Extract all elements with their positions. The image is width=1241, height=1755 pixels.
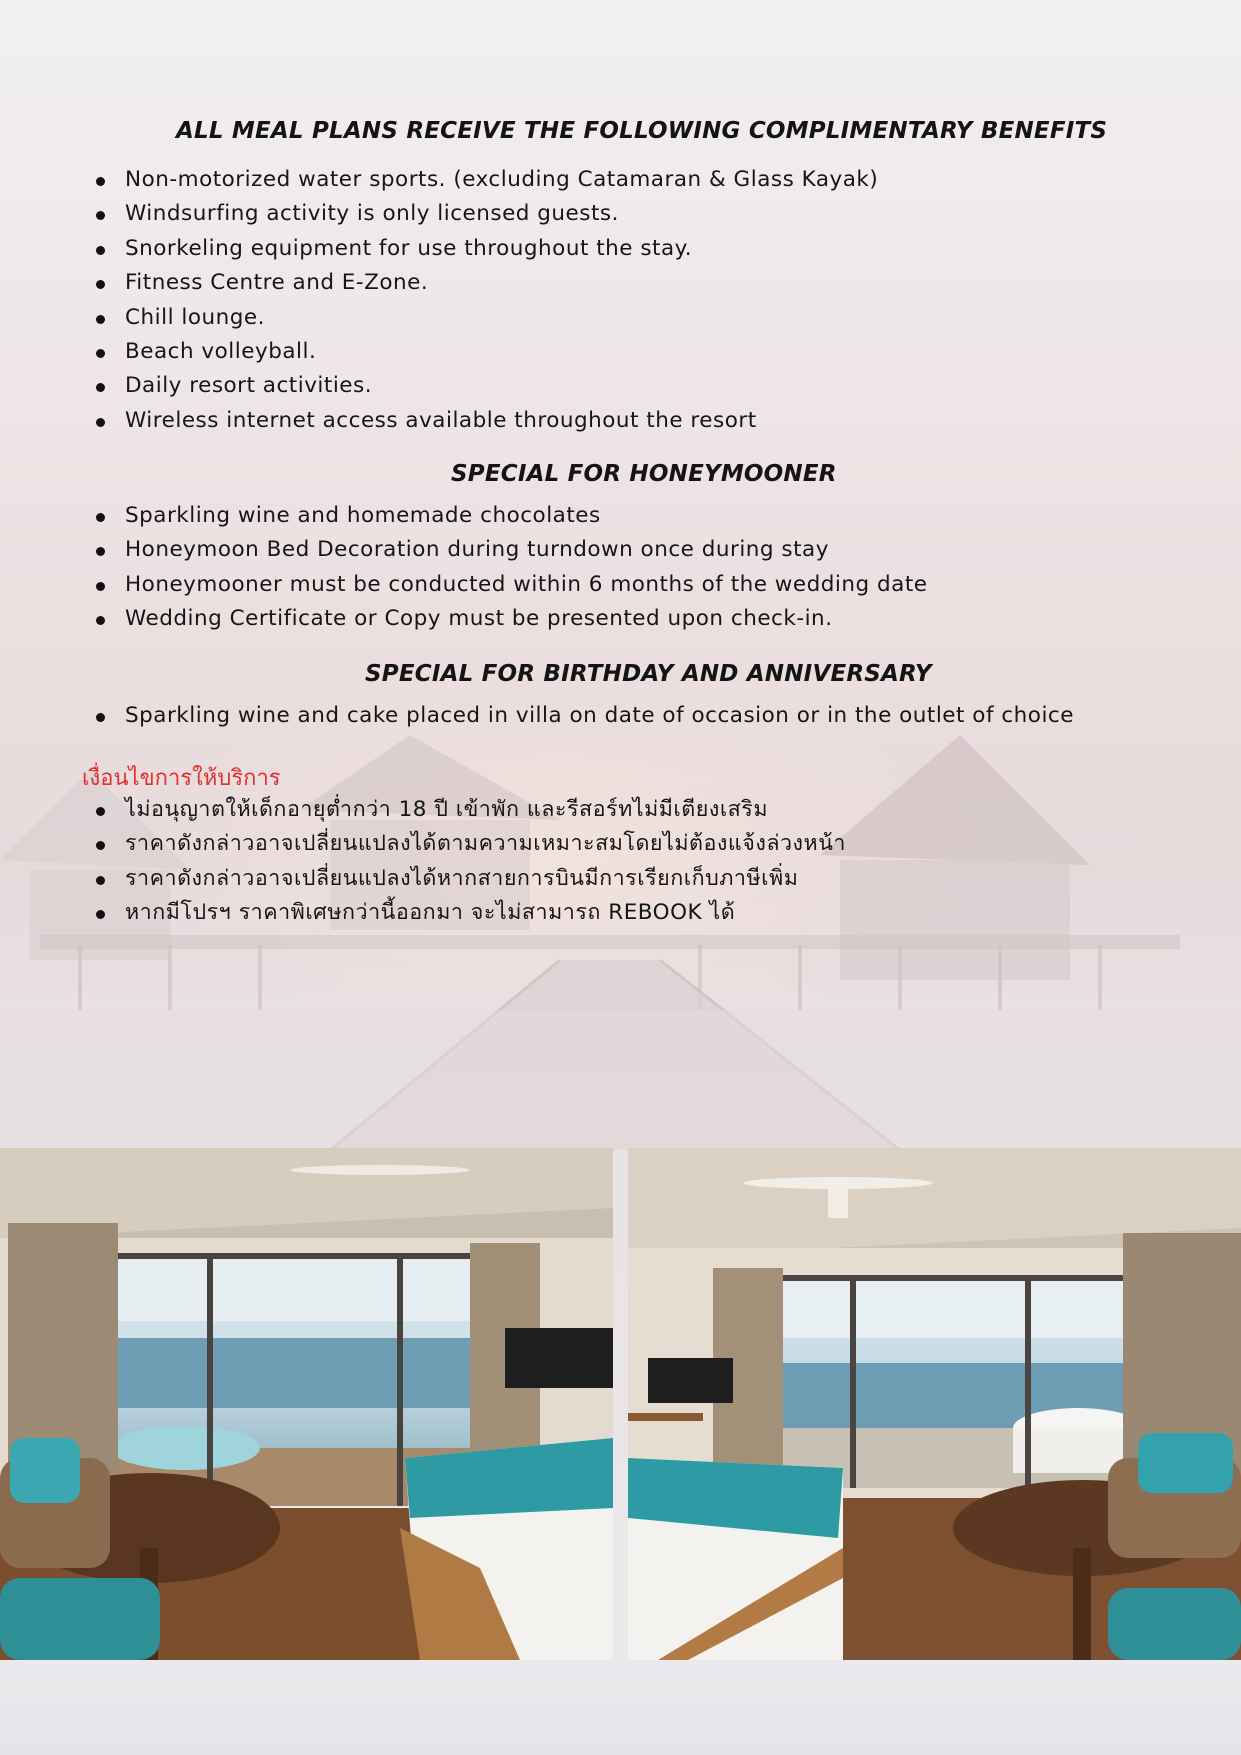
list-item: Daily resort activities. bbox=[92, 369, 878, 403]
list-item: Windsurfing activity is only licensed guests. bbox=[92, 197, 878, 231]
birthday-list bbox=[92, 699, 1074, 733]
birthday-title: SPECIAL FOR BIRTHDAY AND ANNIVERSARY bbox=[365, 661, 932, 687]
honeymoon-title: SPECIAL FOR HONEYMOONER bbox=[451, 461, 837, 487]
list-item: Snorkeling equipment for use throughout the stay. bbox=[92, 232, 878, 266]
list-item: Honeymoon Bed Decoration during turndown once during stay bbox=[92, 533, 927, 567]
room-photo-left bbox=[0, 1148, 613, 1660]
list-item: หากมีโปรฯ ราคาพิเศษกว่านี้ออกมา จะไม่สามารถ REBOOK ได้ bbox=[92, 896, 846, 930]
room-photo-right bbox=[628, 1148, 1241, 1660]
room-photos bbox=[0, 1148, 1241, 1660]
conditions-list bbox=[92, 793, 846, 931]
list-item: ราคาดังกล่าวอาจเปลี่ยนแปลงได้ตามความเหมาะสมโดยไม่ต้องแจ้งล่วงหน้า bbox=[92, 827, 846, 861]
list-item: Wireless internet access available throughout the resort bbox=[92, 404, 878, 438]
list-item: Sparkling wine and cake placed in villa on date of occasion or in the outlet of choice bbox=[92, 699, 1074, 733]
list-item: ราคาดังกล่าวอาจเปลี่ยนแปลงได้หากสายการบินมีการเรียกเก็บภาษีเพิ่ม bbox=[92, 862, 846, 896]
list-item: Honeymooner must be conducted within 6 months of the wedding date bbox=[92, 568, 927, 602]
conditions-title: เงื่อนไขการให้บริการ bbox=[82, 766, 281, 791]
benefits-list bbox=[92, 163, 878, 438]
list-item: Sparkling wine and homemade chocolates bbox=[92, 499, 927, 533]
footer-band bbox=[0, 1660, 1241, 1755]
benefits-title: ALL MEAL PLANS RECEIVE THE FOLLOWING COMPLIMENTARY BENEFITS bbox=[176, 118, 1108, 144]
list-item: Non-motorized water sports. (excluding Catamaran & Glass Kayak) bbox=[92, 163, 878, 197]
list-item: Wedding Certificate or Copy must be presented upon check-in. bbox=[92, 602, 927, 636]
list-item: Beach volleyball. bbox=[92, 335, 878, 369]
list-item: ไม่อนุญาตให้เด็กอายุต่ำกว่า 18 ปี เข้าพัก และรีสอร์ทไม่มีเตียงเสริม bbox=[92, 793, 846, 827]
honeymoon-list bbox=[92, 499, 927, 637]
list-item: Chill lounge. bbox=[92, 301, 878, 335]
list-item: Fitness Centre and E-Zone. bbox=[92, 266, 878, 300]
